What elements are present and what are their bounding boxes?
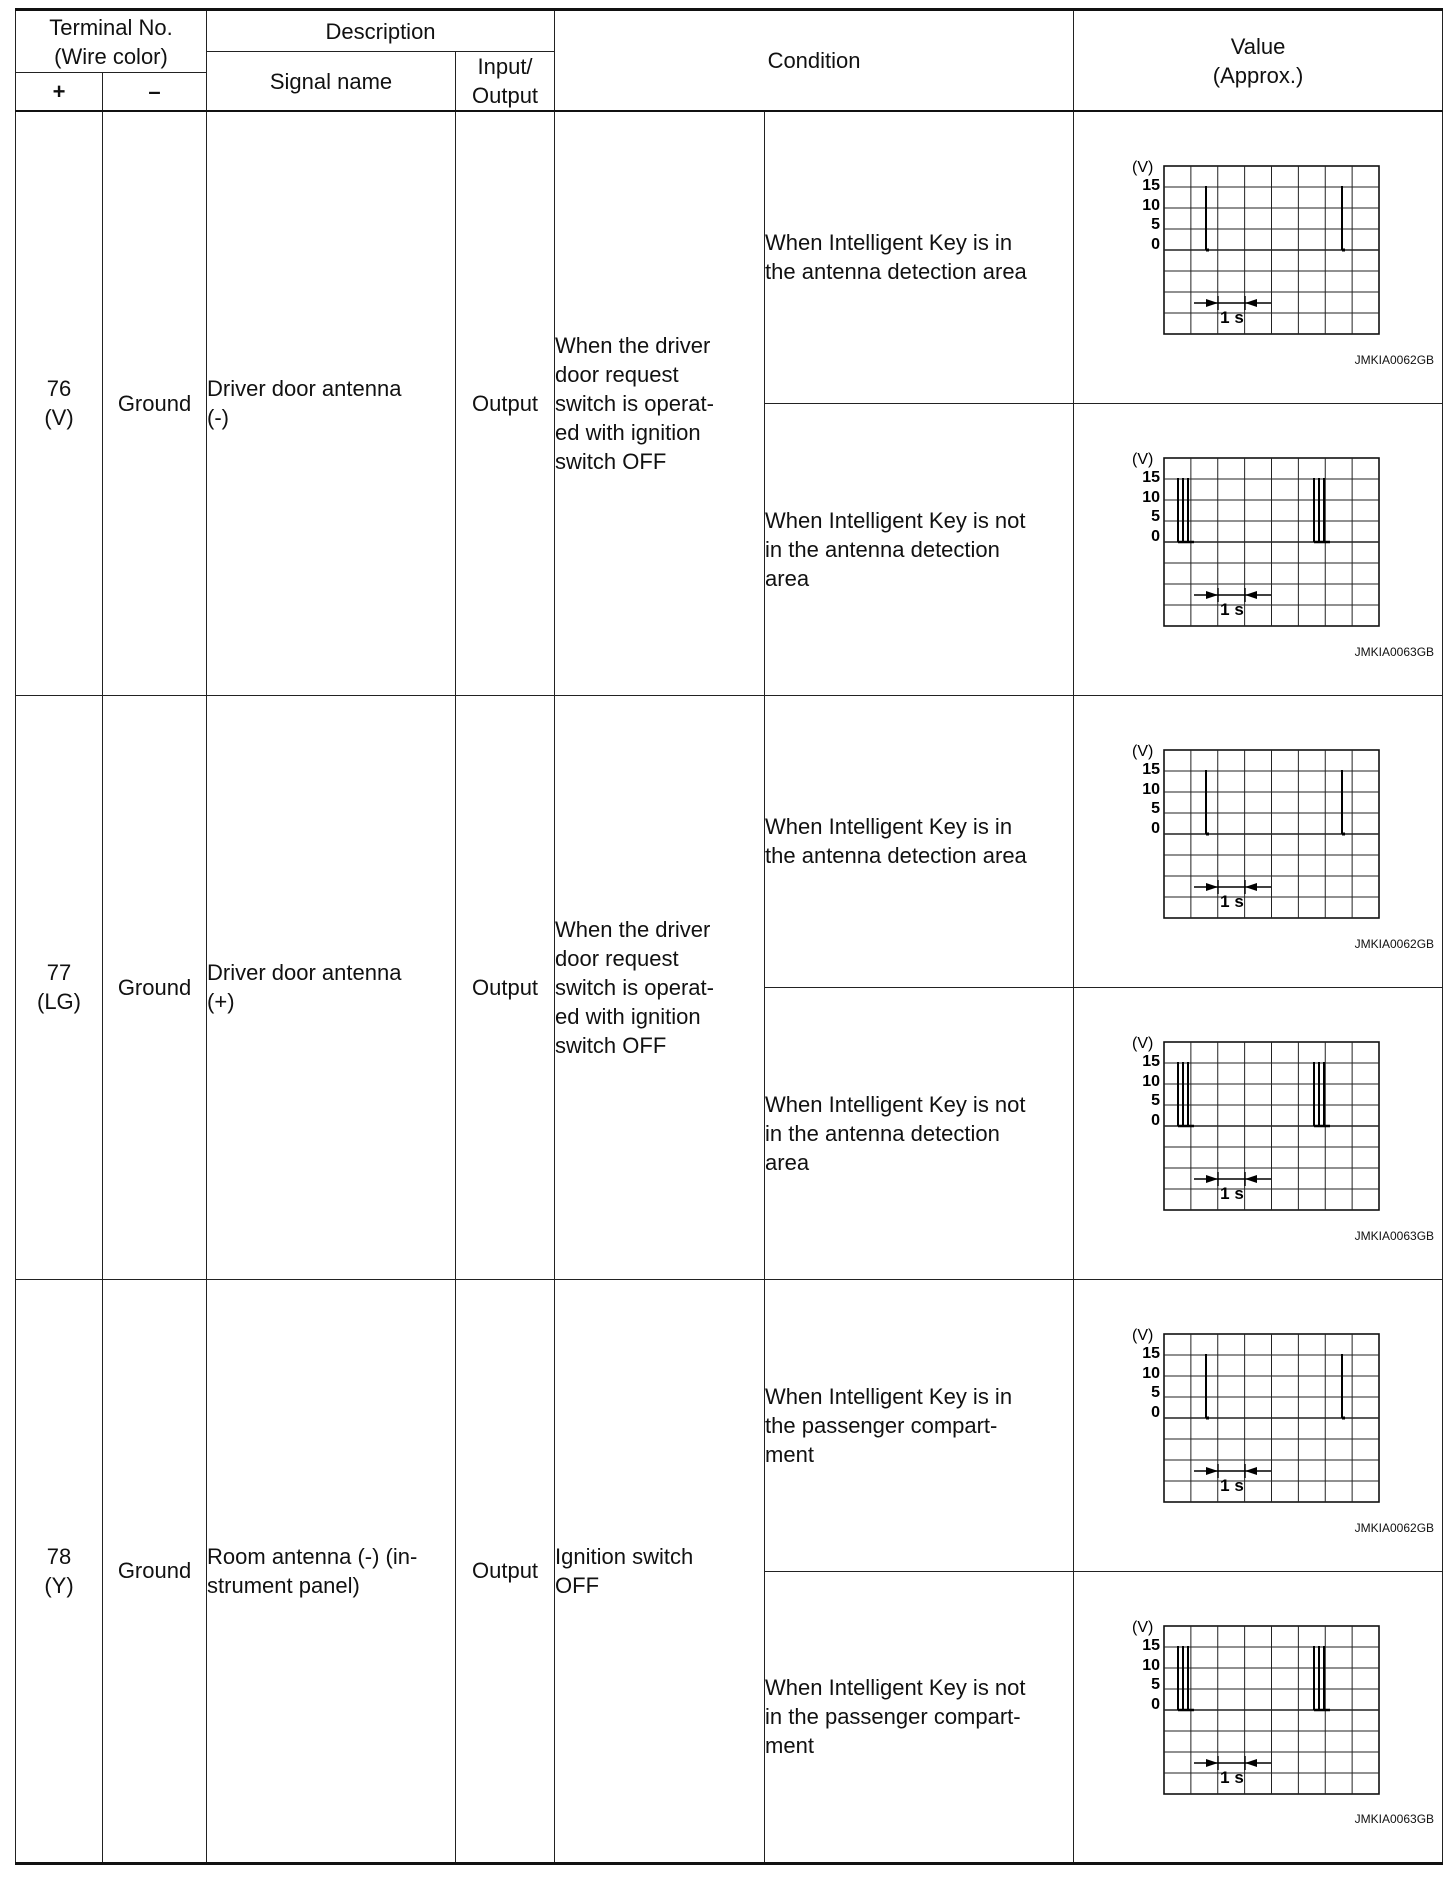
scope-unit-label: (V) bbox=[1132, 1326, 1154, 1344]
scope-y-tick: 15 bbox=[1142, 1344, 1161, 1362]
scope-grid bbox=[1164, 1334, 1379, 1502]
text-line: the antenna detection area bbox=[765, 259, 1027, 285]
scope-time-marker bbox=[1194, 296, 1271, 327]
scope-time-marker bbox=[1194, 880, 1271, 911]
text-line: Ignition switch bbox=[555, 1543, 694, 1569]
terminal-number: 78 bbox=[46, 1543, 72, 1569]
terminal-number-cell bbox=[16, 695, 103, 1279]
scope-time-marker bbox=[1194, 1172, 1271, 1203]
value-waveform-cell bbox=[1074, 695, 1443, 987]
scope-time-label: 1 s bbox=[1220, 1475, 1244, 1495]
sub-condition-cell bbox=[765, 987, 1074, 1279]
sub-condition-cell bbox=[765, 695, 1074, 987]
scope-y-tick: 10 bbox=[1142, 197, 1161, 214]
scope-y-tick: 5 bbox=[1151, 1091, 1161, 1109]
wire-color: (V) bbox=[44, 405, 74, 431]
scope-trace bbox=[1206, 1354, 1345, 1418]
waveform-pulse-burst bbox=[1118, 1036, 1398, 1216]
text-line: switch is operat- bbox=[555, 390, 714, 416]
signal-name-line: Driver door antenna bbox=[207, 376, 402, 402]
scope-time-marker bbox=[1194, 1464, 1271, 1495]
scope-y-tick: 15 bbox=[1142, 1636, 1161, 1654]
header-minus: – bbox=[103, 73, 207, 112]
header-condition: Condition bbox=[555, 10, 1074, 112]
text-line: ment bbox=[765, 1441, 814, 1467]
text-line: When the driver bbox=[555, 916, 711, 942]
text-line: switch is operat- bbox=[555, 974, 714, 1000]
figure-code: JMKIA0063GB bbox=[1354, 1811, 1435, 1826]
text-line: ed with ignition bbox=[555, 419, 701, 445]
wire-color: (LG) bbox=[37, 989, 81, 1014]
ground-cell: Ground bbox=[103, 695, 207, 1279]
value-waveform-cell bbox=[1074, 1571, 1443, 1863]
text-line: door request bbox=[555, 945, 679, 971]
scope-y-tick: 10 bbox=[1142, 488, 1161, 506]
scope-y-tick: 0 bbox=[1151, 1403, 1161, 1421]
terminal-number: 76 bbox=[46, 376, 72, 402]
terminal-spec-table bbox=[15, 8, 1443, 1865]
waveform-pulse-burst bbox=[1118, 452, 1398, 632]
scope-y-tick: 5 bbox=[1151, 216, 1161, 233]
terminal-number-cell bbox=[16, 111, 103, 695]
figure-code: JMKIA0062GB bbox=[1354, 936, 1435, 951]
scope-grid bbox=[1164, 1626, 1379, 1794]
scope-y-tick: 10 bbox=[1142, 1656, 1161, 1674]
text-line: switch OFF bbox=[555, 1032, 667, 1058]
text-line: in the passenger compart- bbox=[765, 1704, 1021, 1729]
scope-unit-label: (V) bbox=[1132, 742, 1154, 760]
text-line: the passenger compart- bbox=[765, 1412, 998, 1438]
condition-cell bbox=[555, 111, 765, 695]
scope-time-label: 1 s bbox=[1220, 1767, 1244, 1787]
header-plus: + bbox=[16, 73, 103, 112]
scope-y-tick: 5 bbox=[1151, 799, 1161, 817]
waveform-single-pulse bbox=[1118, 744, 1398, 924]
header-description: Description bbox=[207, 10, 555, 52]
signal-name-line: strument panel) bbox=[207, 1572, 360, 1598]
scope-y-tick: 5 bbox=[1151, 1675, 1161, 1693]
text-line: area bbox=[765, 1149, 810, 1175]
figure-code: JMKIA0063GB bbox=[1354, 644, 1435, 659]
scope-y-tick: 5 bbox=[1151, 507, 1161, 525]
figure-code: JMKIA0062GB bbox=[1354, 1520, 1435, 1535]
text-line: When Intelligent Key is in bbox=[765, 1383, 1013, 1409]
text-line: When Intelligent Key is in bbox=[765, 814, 1013, 839]
table-header bbox=[16, 10, 1443, 112]
table-row bbox=[16, 1279, 1443, 1571]
text-line: When Intelligent Key is not bbox=[765, 1091, 1026, 1117]
sub-condition-cell bbox=[765, 1279, 1074, 1571]
text-line: ment bbox=[765, 1733, 814, 1758]
sub-condition-cell bbox=[765, 1571, 1074, 1863]
header-value: Value (Approx.) bbox=[1074, 10, 1443, 112]
scope-grid bbox=[1164, 1042, 1379, 1210]
scope-grid bbox=[1164, 166, 1379, 334]
terminal-number: 77 bbox=[46, 960, 72, 985]
table-row bbox=[16, 695, 1443, 987]
waveform-single-pulse bbox=[1118, 1328, 1398, 1508]
scope-unit-label: (V) bbox=[1132, 450, 1154, 468]
text-line: When Intelligent Key is in bbox=[765, 230, 1013, 256]
scope-y-tick: 0 bbox=[1151, 527, 1161, 545]
scope-trace bbox=[1178, 1646, 1330, 1710]
scope-time-marker bbox=[1194, 588, 1271, 619]
text-line: When Intelligent Key is not bbox=[765, 1675, 1026, 1700]
scope-y-tick: 10 bbox=[1142, 780, 1161, 798]
condition-cell bbox=[555, 1279, 765, 1863]
signal-name-line: Driver door antenna bbox=[207, 960, 402, 985]
scope-time-label: 1 s bbox=[1220, 308, 1244, 327]
signal-name-line: Room antenna (-) (in- bbox=[207, 1543, 418, 1569]
scope-trace bbox=[1206, 186, 1345, 250]
figure-code: JMKIA0063GB bbox=[1354, 1228, 1435, 1243]
text-line: area bbox=[765, 565, 810, 591]
waveform-single-pulse bbox=[1118, 160, 1398, 340]
header-terminal-no: Terminal No. (Wire color) bbox=[16, 10, 207, 73]
ground-cell: Ground bbox=[103, 1279, 207, 1863]
value-waveform-cell bbox=[1074, 111, 1443, 403]
scope-time-marker bbox=[1194, 1756, 1271, 1787]
input-output-cell: Output bbox=[456, 1279, 555, 1863]
scope-y-tick: 15 bbox=[1142, 760, 1161, 778]
header-input-output: Input/ Output bbox=[456, 52, 555, 112]
figure-code: JMKIA0062GB bbox=[1354, 352, 1435, 367]
scope-grid bbox=[1164, 750, 1379, 918]
text-line: in the antenna detection bbox=[765, 1120, 1000, 1146]
signal-name-line: (+) bbox=[207, 989, 235, 1014]
scope-time-label: 1 s bbox=[1220, 1183, 1244, 1203]
scope-trace bbox=[1206, 770, 1345, 834]
scope-trace bbox=[1178, 478, 1330, 542]
text-line: When the driver bbox=[555, 332, 711, 358]
scope-y-tick: 0 bbox=[1151, 1695, 1161, 1713]
scope-y-tick: 10 bbox=[1142, 1072, 1161, 1090]
scope-time-label: 1 s bbox=[1220, 599, 1244, 619]
scope-grid bbox=[1164, 458, 1379, 626]
scope-unit-label: (V) bbox=[1132, 1034, 1154, 1052]
input-output-cell: Output bbox=[456, 695, 555, 1279]
scope-trace bbox=[1178, 1062, 1330, 1126]
text-line: door request bbox=[555, 361, 679, 387]
scope-unit-label: (V) bbox=[1132, 1618, 1154, 1636]
value-waveform-cell bbox=[1074, 987, 1443, 1279]
text-line: When Intelligent Key is not bbox=[765, 507, 1026, 533]
signal-name-cell bbox=[207, 1279, 456, 1863]
signal-name-line: (-) bbox=[207, 405, 229, 431]
text-line: the antenna detection area bbox=[765, 843, 1027, 868]
header-signal-name: Signal name bbox=[207, 52, 456, 112]
value-waveform-cell bbox=[1074, 403, 1443, 695]
ground-cell: Ground bbox=[103, 111, 207, 695]
input-output-cell: Output bbox=[456, 111, 555, 695]
text-line: in the antenna detection bbox=[765, 536, 1000, 562]
scope-y-tick: 0 bbox=[1151, 819, 1161, 837]
signal-name-cell bbox=[207, 111, 456, 695]
text-line: switch OFF bbox=[555, 448, 667, 474]
sub-condition-cell bbox=[765, 111, 1074, 403]
text-line: ed with ignition bbox=[555, 1003, 701, 1029]
scope-y-tick: 15 bbox=[1142, 177, 1161, 194]
signal-name-cell bbox=[207, 695, 456, 1279]
sub-condition-cell bbox=[765, 403, 1074, 695]
scope-y-tick: 15 bbox=[1142, 1052, 1161, 1070]
text-line: OFF bbox=[555, 1572, 600, 1598]
value-waveform-cell bbox=[1074, 1279, 1443, 1571]
terminal-number-cell bbox=[16, 1279, 103, 1863]
condition-cell bbox=[555, 695, 765, 1279]
scope-y-tick: 10 bbox=[1142, 1364, 1161, 1382]
table-row bbox=[16, 111, 1443, 403]
scope-y-tick: 15 bbox=[1142, 468, 1161, 486]
scope-y-tick: 0 bbox=[1151, 1111, 1161, 1129]
scope-y-tick: 0 bbox=[1151, 236, 1161, 253]
scope-y-tick: 5 bbox=[1151, 1383, 1161, 1401]
wire-color: (Y) bbox=[44, 1572, 74, 1598]
waveform-pulse-burst bbox=[1118, 1620, 1398, 1800]
scope-time-label: 1 s bbox=[1220, 891, 1244, 911]
scope-unit-label: (V) bbox=[1132, 159, 1154, 176]
